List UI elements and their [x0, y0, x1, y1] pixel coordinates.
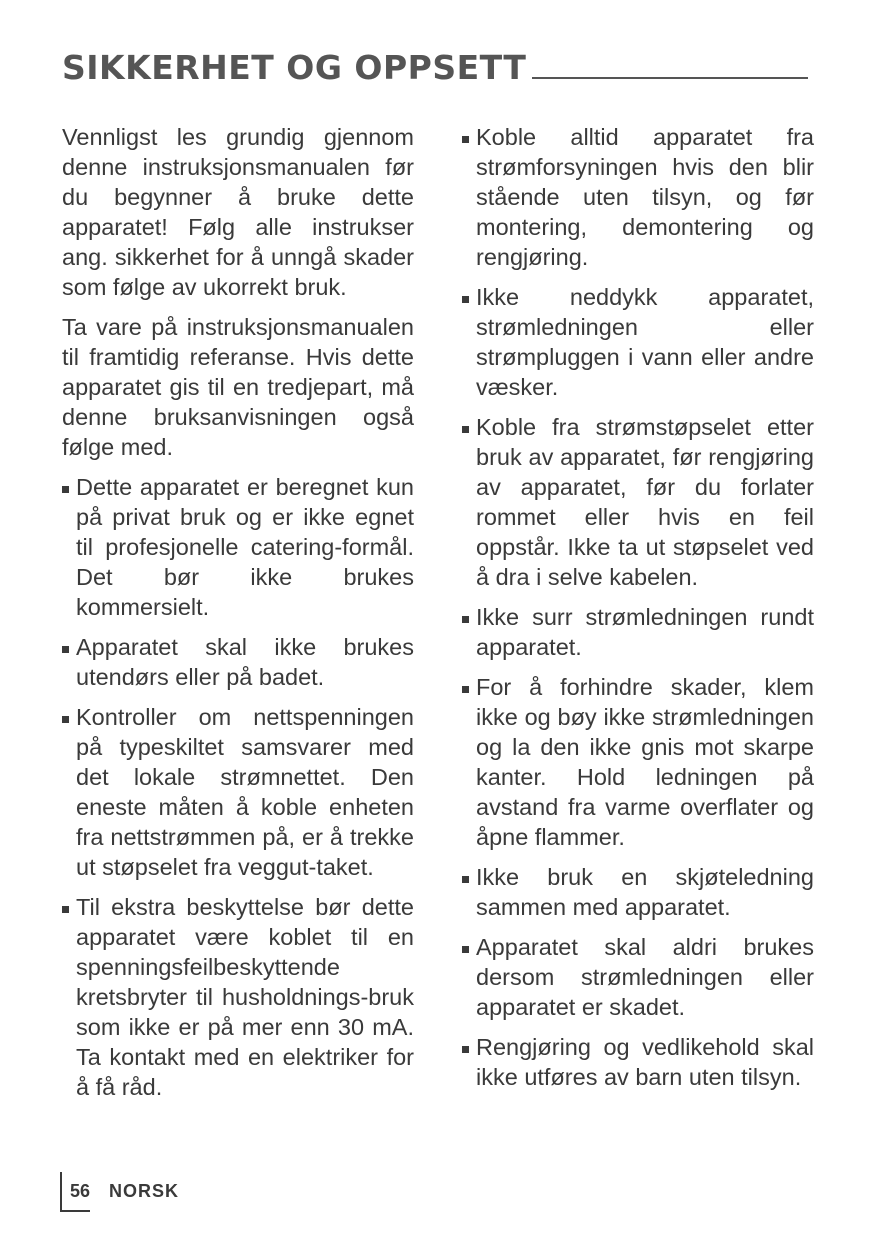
list-item-text: Ikke surr strømledningen rundt apparatet. — [476, 604, 814, 660]
list-item — [462, 282, 814, 402]
footer-language: NORSK — [109, 1181, 180, 1201]
list-item-text: Dette apparatet er beregnet kun på privat bruk og er ikke egnet til profesjonelle catering-formål. Det bør ikke brukes kommersielt. — [76, 474, 414, 620]
left-column — [62, 122, 414, 1112]
square-bullet-icon — [62, 716, 69, 723]
square-bullet-icon — [462, 876, 469, 883]
right-column — [462, 122, 814, 1102]
list-item — [462, 122, 814, 272]
list-item-text: For å forhindre skader, klem ikke og bøy ikke strømledningen og la den ikke gnis mot skarpe kanter. Hold ledningen på avstand fra varme overflater og åpne flammer. — [476, 674, 814, 850]
square-bullet-icon — [62, 906, 69, 913]
square-bullet-icon — [62, 646, 69, 653]
list-item — [462, 932, 814, 1022]
list-item — [462, 862, 814, 922]
page-header — [62, 48, 808, 88]
square-bullet-icon — [462, 296, 469, 303]
square-bullet-icon — [462, 136, 469, 143]
header-rule — [532, 77, 808, 79]
list-item — [62, 892, 414, 1102]
list-item — [462, 1032, 814, 1092]
list-item-text: Kontroller om nettspenningen på typeskiltet samsvarer med det lokale strømnettet. Den eneste måten å koble enheten fra nettstrømmen på, er å trekke ut støpselet fra veggut-taket. — [76, 704, 414, 880]
square-bullet-icon — [462, 1046, 469, 1053]
list-item-text: Rengjøring og vedlikehold skal ikke utføres av barn uten tilsyn. — [476, 1034, 814, 1090]
square-bullet-icon — [462, 616, 469, 623]
page-title: SIKKERHET OG OPPSETT — [62, 48, 527, 87]
page-number: 56 — [70, 1181, 91, 1201]
list-item-text: Apparatet skal aldri brukes dersom strømledningen eller apparatet er skadet. — [476, 934, 814, 1020]
list-item — [62, 702, 414, 882]
intro-paragraph: Vennligst les grundig gjennom denne instruksjonsmanualen før du begynner å bruke dette apparatet! Følg alle instrukser ang. sikkerhet for å unngå skader som følge av ukorrekt bruk. — [62, 124, 414, 300]
list-item — [462, 672, 814, 852]
list-item — [62, 472, 414, 622]
square-bullet-icon — [462, 426, 469, 433]
footer-rule — [60, 1210, 90, 1212]
intro-paragraph: Ta vare på instruksjonsmanualen til framtidig referanse. Hvis dette apparatet gis til en tredjepart, må denne bruksanvisningen også følge med. — [62, 314, 414, 460]
list-item — [62, 632, 414, 692]
list-item — [462, 412, 814, 592]
list-item-text: Koble alltid apparatet fra strømforsyningen hvis den blir stående uten tilsyn, og før montering, demontering og rengjøring. — [476, 124, 814, 270]
square-bullet-icon — [462, 686, 469, 693]
list-item-text: Ikke neddykk apparatet, strømledningen eller strømpluggen i vann eller andre væsker. — [476, 284, 814, 400]
list-item — [462, 602, 814, 662]
square-bullet-icon — [62, 486, 69, 493]
list-item-text: Apparatet skal ikke brukes utendørs eller på badet. — [76, 634, 414, 690]
square-bullet-icon — [462, 946, 469, 953]
list-item-text: Til ekstra beskyttelse bør dette apparatet være koblet til en spenningsfeilbeskyttende kretsbryter til husholdnings-bruk som ikke er på mer enn 30 mA. Ta kontakt med en elektriker for å få råd. — [76, 894, 414, 1100]
list-item-text: Ikke bruk en skjøteledning sammen med apparatet. — [476, 864, 814, 920]
list-item-text: Koble fra strømstøpselet etter bruk av apparatet, før rengjøring av apparatet, før du forlater rommet eller hvis en feil oppstår. Ikke ta ut støpselet ved å dra i selve kabelen. — [476, 414, 814, 590]
footer-rule — [60, 1172, 62, 1212]
